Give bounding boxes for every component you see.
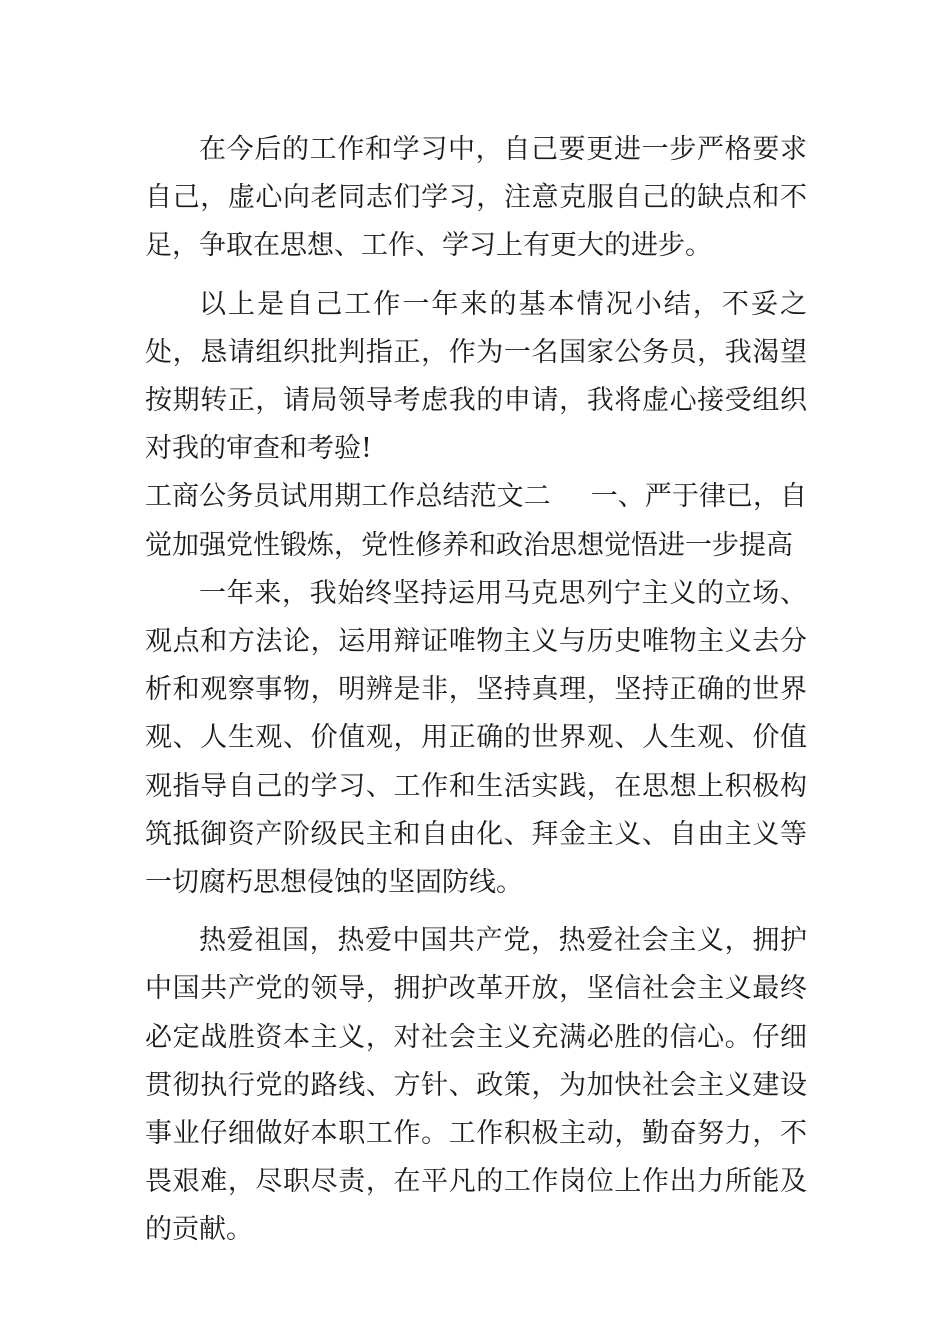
section-title: 一、严于律已，自觉加强党性锻炼，党性修养和政治思想觉悟进一步提高 <box>145 481 808 561</box>
document-page <box>145 126 807 1255</box>
paragraph-1: 在今后的工作和学习中，自己要更进一步严格要求自己，虚心向老同志们学习，注意克服自己的缺点和不足，争取在思想、工作、学习上有更大的进步。 <box>145 134 807 262</box>
paragraph-4: 热爱祖国，热爱中国共产党，热爱社会主义，拥护中国共产党的领导，拥护改革开放，坚信社会主义最终必定战胜资本主义，对社会主义充满必胜的信心。仔细贯彻执行党的路线、方针、政策，为加快社会主义建设事业仔细做好本职工作。工作积极主动，勤奋努力，不畏艰难，尽职尽责，在平凡的工作岗位上作出力所能及的贡献。 <box>145 925 807 1246</box>
paragraph-2: 以上是自己工作一年来的基本情况小结，不妥之处，恳请组织批判指正，作为一名国家公务员，我渴望按期转正，请局领导考虑我的申请，我将虚心接受组织对我的审查和考验! <box>145 288 807 465</box>
document-title: 工商公务员试用期工作总结范文二 <box>145 481 551 513</box>
section-heading <box>145 473 807 569</box>
paragraph-3: 一年来，我始终坚持运用马克思列宁主义的立场、观点和方法论，运用辩证唯物主义与历史唯物主义去分析和观察事物，明辨是非，坚持真理，坚持正确的世界观、人生观、价值观，用正确的世界观、人生观、价值观指导自己的学习、工作和生活实践，在思想上积极构筑抵御资产阶级民主和自由化、拜金主义、自由主义等一切腐朽思想侵蚀的坚固防线。 <box>145 577 807 899</box>
